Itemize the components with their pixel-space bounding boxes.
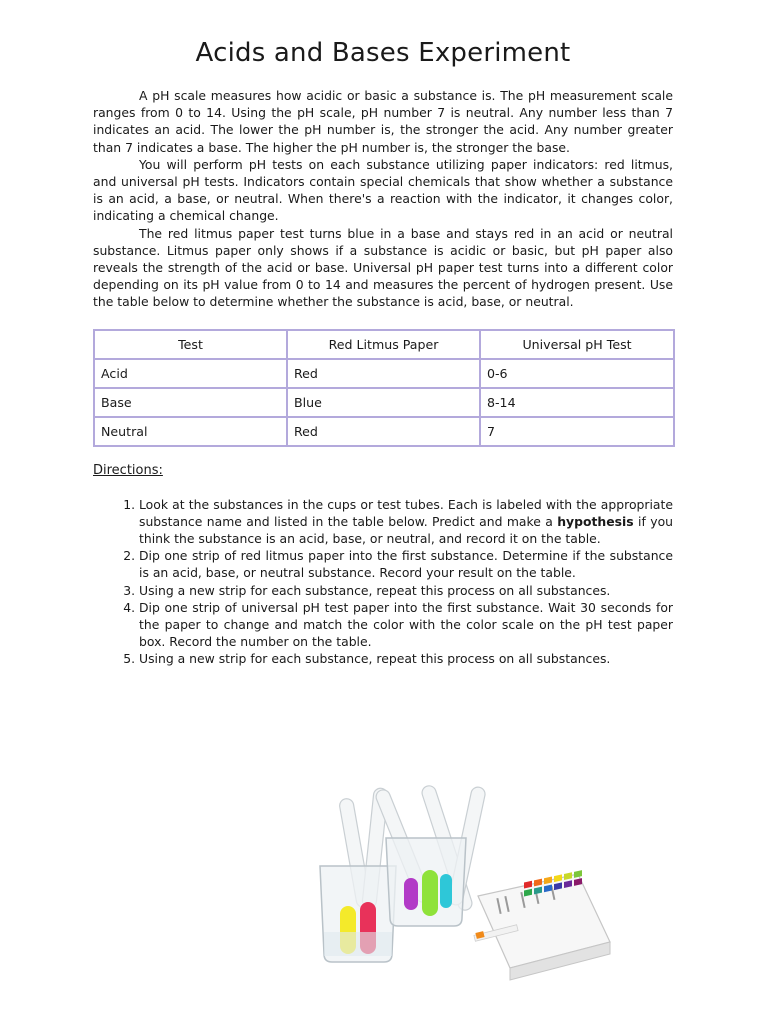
- list-item-text: Using a new strip for each substance, repeat this process on all substances.: [139, 651, 611, 667]
- green-liquid-tube: [422, 870, 438, 916]
- table-header-row: [94, 330, 674, 359]
- intro-paragraph: A pH scale measures how acidic or basic a substance is. The pH measurement scale ranges from 0 to 14. Using the pH scale, pH number 7 is neutral. Any number less than 7 indicates an acid. The lower the pH number is, the stronger the acid. Any number greater than 7 indicates a base. The higher the pH number is, the stronger the base.: [93, 88, 673, 155]
- table-row: [94, 359, 674, 388]
- directions-heading: Directions:: [93, 462, 163, 478]
- table-cell: Red: [287, 417, 480, 446]
- list-item-text: if you think the substance is an acid, base, or neutral, and record it on the table.: [139, 513, 674, 547]
- ph-test-table: [93, 329, 675, 447]
- page-title: Acids and Bases Experiment: [195, 38, 571, 68]
- list-item: [139, 650, 673, 667]
- intro-paragraph: You will perform pH tests on each substance utilizing paper indicators: red litmus, and universal pH tests. Indicators contain special chemicals that show whether a substance is an acid, a base, or neutral. When there's a reaction with the indicator, it changes color, indicating a chemical change.: [93, 156, 673, 224]
- directions-list: [93, 496, 673, 668]
- list-item-bold: hypothesis: [557, 513, 634, 529]
- table-row: [94, 388, 674, 417]
- table-cell: 8-14: [480, 388, 674, 417]
- list-item-text: Look at the substances in the cups or test tubes. Each is labeled with the appropriate substance name and listed in the table below. Predict and make a: [139, 496, 673, 529]
- table-header: Test: [94, 330, 287, 359]
- ph-paper-box: [478, 870, 610, 980]
- list-item: [139, 599, 673, 651]
- cyan-liquid-tube: [440, 874, 452, 908]
- table-cell: Base: [94, 388, 287, 417]
- intro-paragraph: The red litmus paper test turns blue in a base and stays red in an acid or neutral substance. Litmus paper only shows if a substance is acidic or basic, but pH paper also reveals the strength of the acid or base. Universal pH paper test turns into a different color depending on its pH value from 0 to 14 and measures the percent of hydrogen present. Use the table below to determine whether the substance is acid, base, or neutral.: [93, 225, 673, 310]
- list-item: [139, 547, 673, 581]
- table-header: Universal pH Test: [480, 330, 674, 359]
- lab-beakers-ph-strips-illustration: [310, 778, 620, 988]
- table-header: Red Litmus Paper: [287, 330, 480, 359]
- table-cell: Neutral: [94, 417, 287, 446]
- purple-liquid-tube: [404, 878, 418, 910]
- list-item-text: Using a new strip for each substance, repeat this process on all substances.: [139, 582, 611, 598]
- intro-section: [93, 87, 673, 311]
- table-row: [94, 417, 674, 446]
- list-item: [139, 496, 673, 548]
- table-cell: Acid: [94, 359, 287, 388]
- table-cell: Blue: [287, 388, 480, 417]
- list-item: [139, 582, 673, 599]
- document-page: [93, 38, 673, 668]
- list-item-text: Dip one strip of red litmus paper into the first substance. Determine if the substance is an acid, base, or neutral substance. Record your result on the table.: [139, 548, 673, 581]
- table-cell: 7: [480, 417, 674, 446]
- table-cell: 0-6: [480, 359, 674, 388]
- list-item-text: Dip one strip of universal pH test paper into the first substance. Wait 30 seconds for the paper to change and match the color with the color scale on the pH test paper box. Record the number on the table.: [139, 599, 673, 650]
- table-cell: Red: [287, 359, 480, 388]
